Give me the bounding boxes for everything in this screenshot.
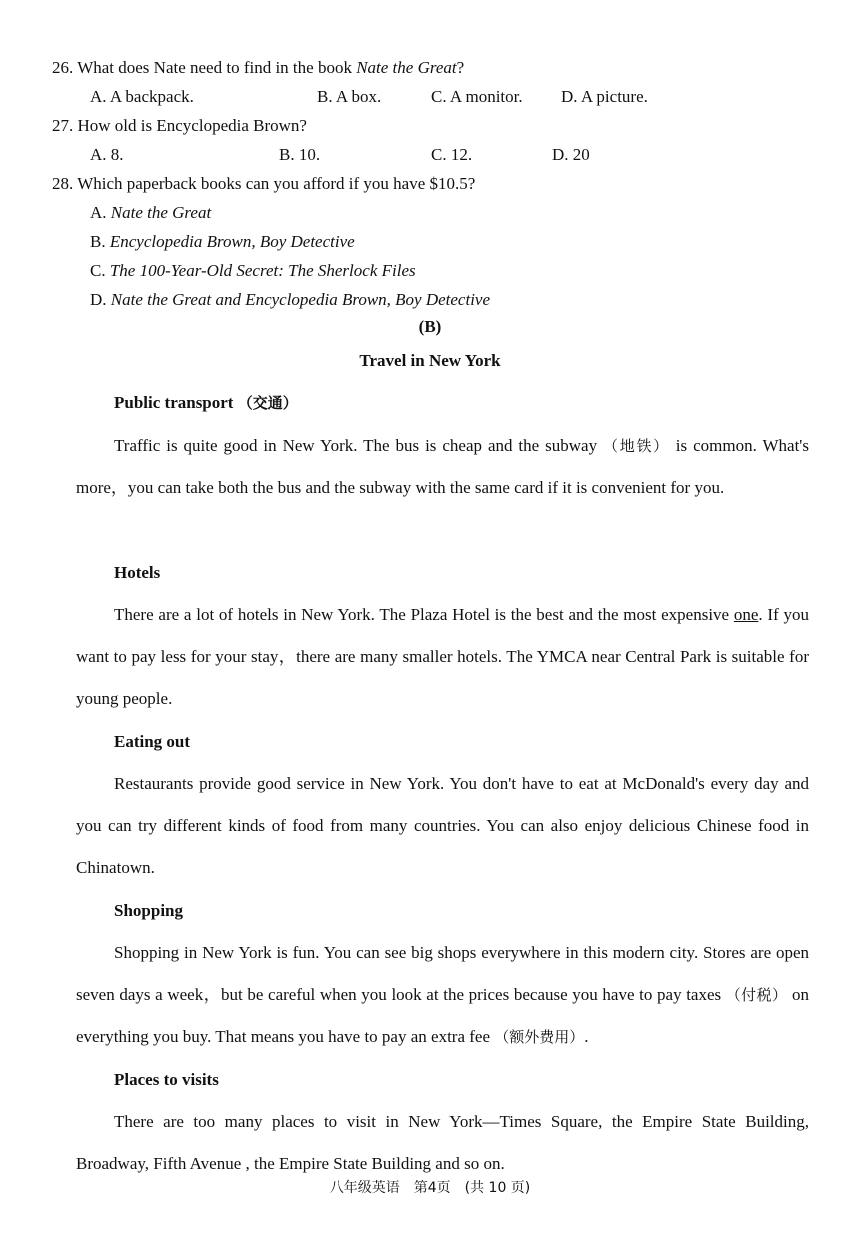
heading-places: Places to visits <box>114 1070 219 1089</box>
q27-option-a: A. 8. <box>90 145 124 164</box>
page-footer: 八年级英语 第4页 (共 10 页) <box>329 1180 531 1196</box>
paragraph-eating: Restaurants provide good service in New York. You don't have to eat at McDonald's every day and you can try different kinds of food from many countries. You can also enjoy delicious Chinese food in Chinatown. <box>76 774 809 878</box>
q28-option-a: A. Nate the Great <box>90 203 212 222</box>
q27-option-c: C. 12. <box>431 145 473 164</box>
q26-option-a: A. A backpack. <box>90 87 194 106</box>
section-label: (B) <box>418 317 442 336</box>
book-title: Nate the Great <box>356 58 457 77</box>
paragraph-places: There are too many places to visit in New York—Times Square, the Empire State Building, Broadway, Fifth Avenue , the Empire State Building and so on. <box>76 1112 809 1174</box>
q27-option-d: D. 20 <box>552 145 590 164</box>
question-26: 26. What does Nate need to find in the book Nate the Great? <box>52 58 465 77</box>
paragraph-shopping: Shopping in New York is fun. You can see big shops everywhere in this modern city. Stores are open seven days a week，but be careful when you look at the prices because you have to pay taxes （付税） on everything you buy. That means you have to pay an extra fee （额外费用）. <box>76 943 809 1047</box>
underlined-word: one <box>733 605 759 624</box>
heading-public-transport: Public transport （交通） <box>114 393 298 412</box>
q26-option-b: B. A box. <box>317 87 382 106</box>
passage-title: Travel in New York <box>359 351 501 370</box>
paragraph-transport: Traffic is quite good in New York. The bus is cheap and the subway （地铁） is common. What's more，you can take both the bus and the subway with the same card if it is convenient for you. <box>76 436 809 498</box>
question-27: 27. How old is Encyclopedia Brown? <box>52 116 307 135</box>
q26-option-d: D. A picture. <box>561 87 648 106</box>
q28-option-c: C. The 100-Year-Old Secret: The Sherlock Files <box>90 261 416 280</box>
q26-option-c: C. A monitor. <box>431 87 523 106</box>
q28-option-d: D. Nate the Great and Encyclopedia Brown, Boy Detective <box>90 290 491 309</box>
heading-shopping: Shopping <box>114 901 183 920</box>
question-28: 28. Which paperback books can you afford if you have $10.5? <box>52 174 476 193</box>
paragraph-hotels: There are a lot of hotels in New York. The Plaza Hotel is the best and the most expensive one. If you want to pay less for your stay，there are many smaller hotels. The YMCA near Central Park is suitable for young people. <box>76 605 810 709</box>
heading-eating-out: Eating out <box>114 732 191 751</box>
q28-option-b: B. Encyclopedia Brown, Boy Detective <box>90 232 355 251</box>
q27-option-b: B. 10. <box>279 145 321 164</box>
heading-hotels: Hotels <box>114 563 161 582</box>
